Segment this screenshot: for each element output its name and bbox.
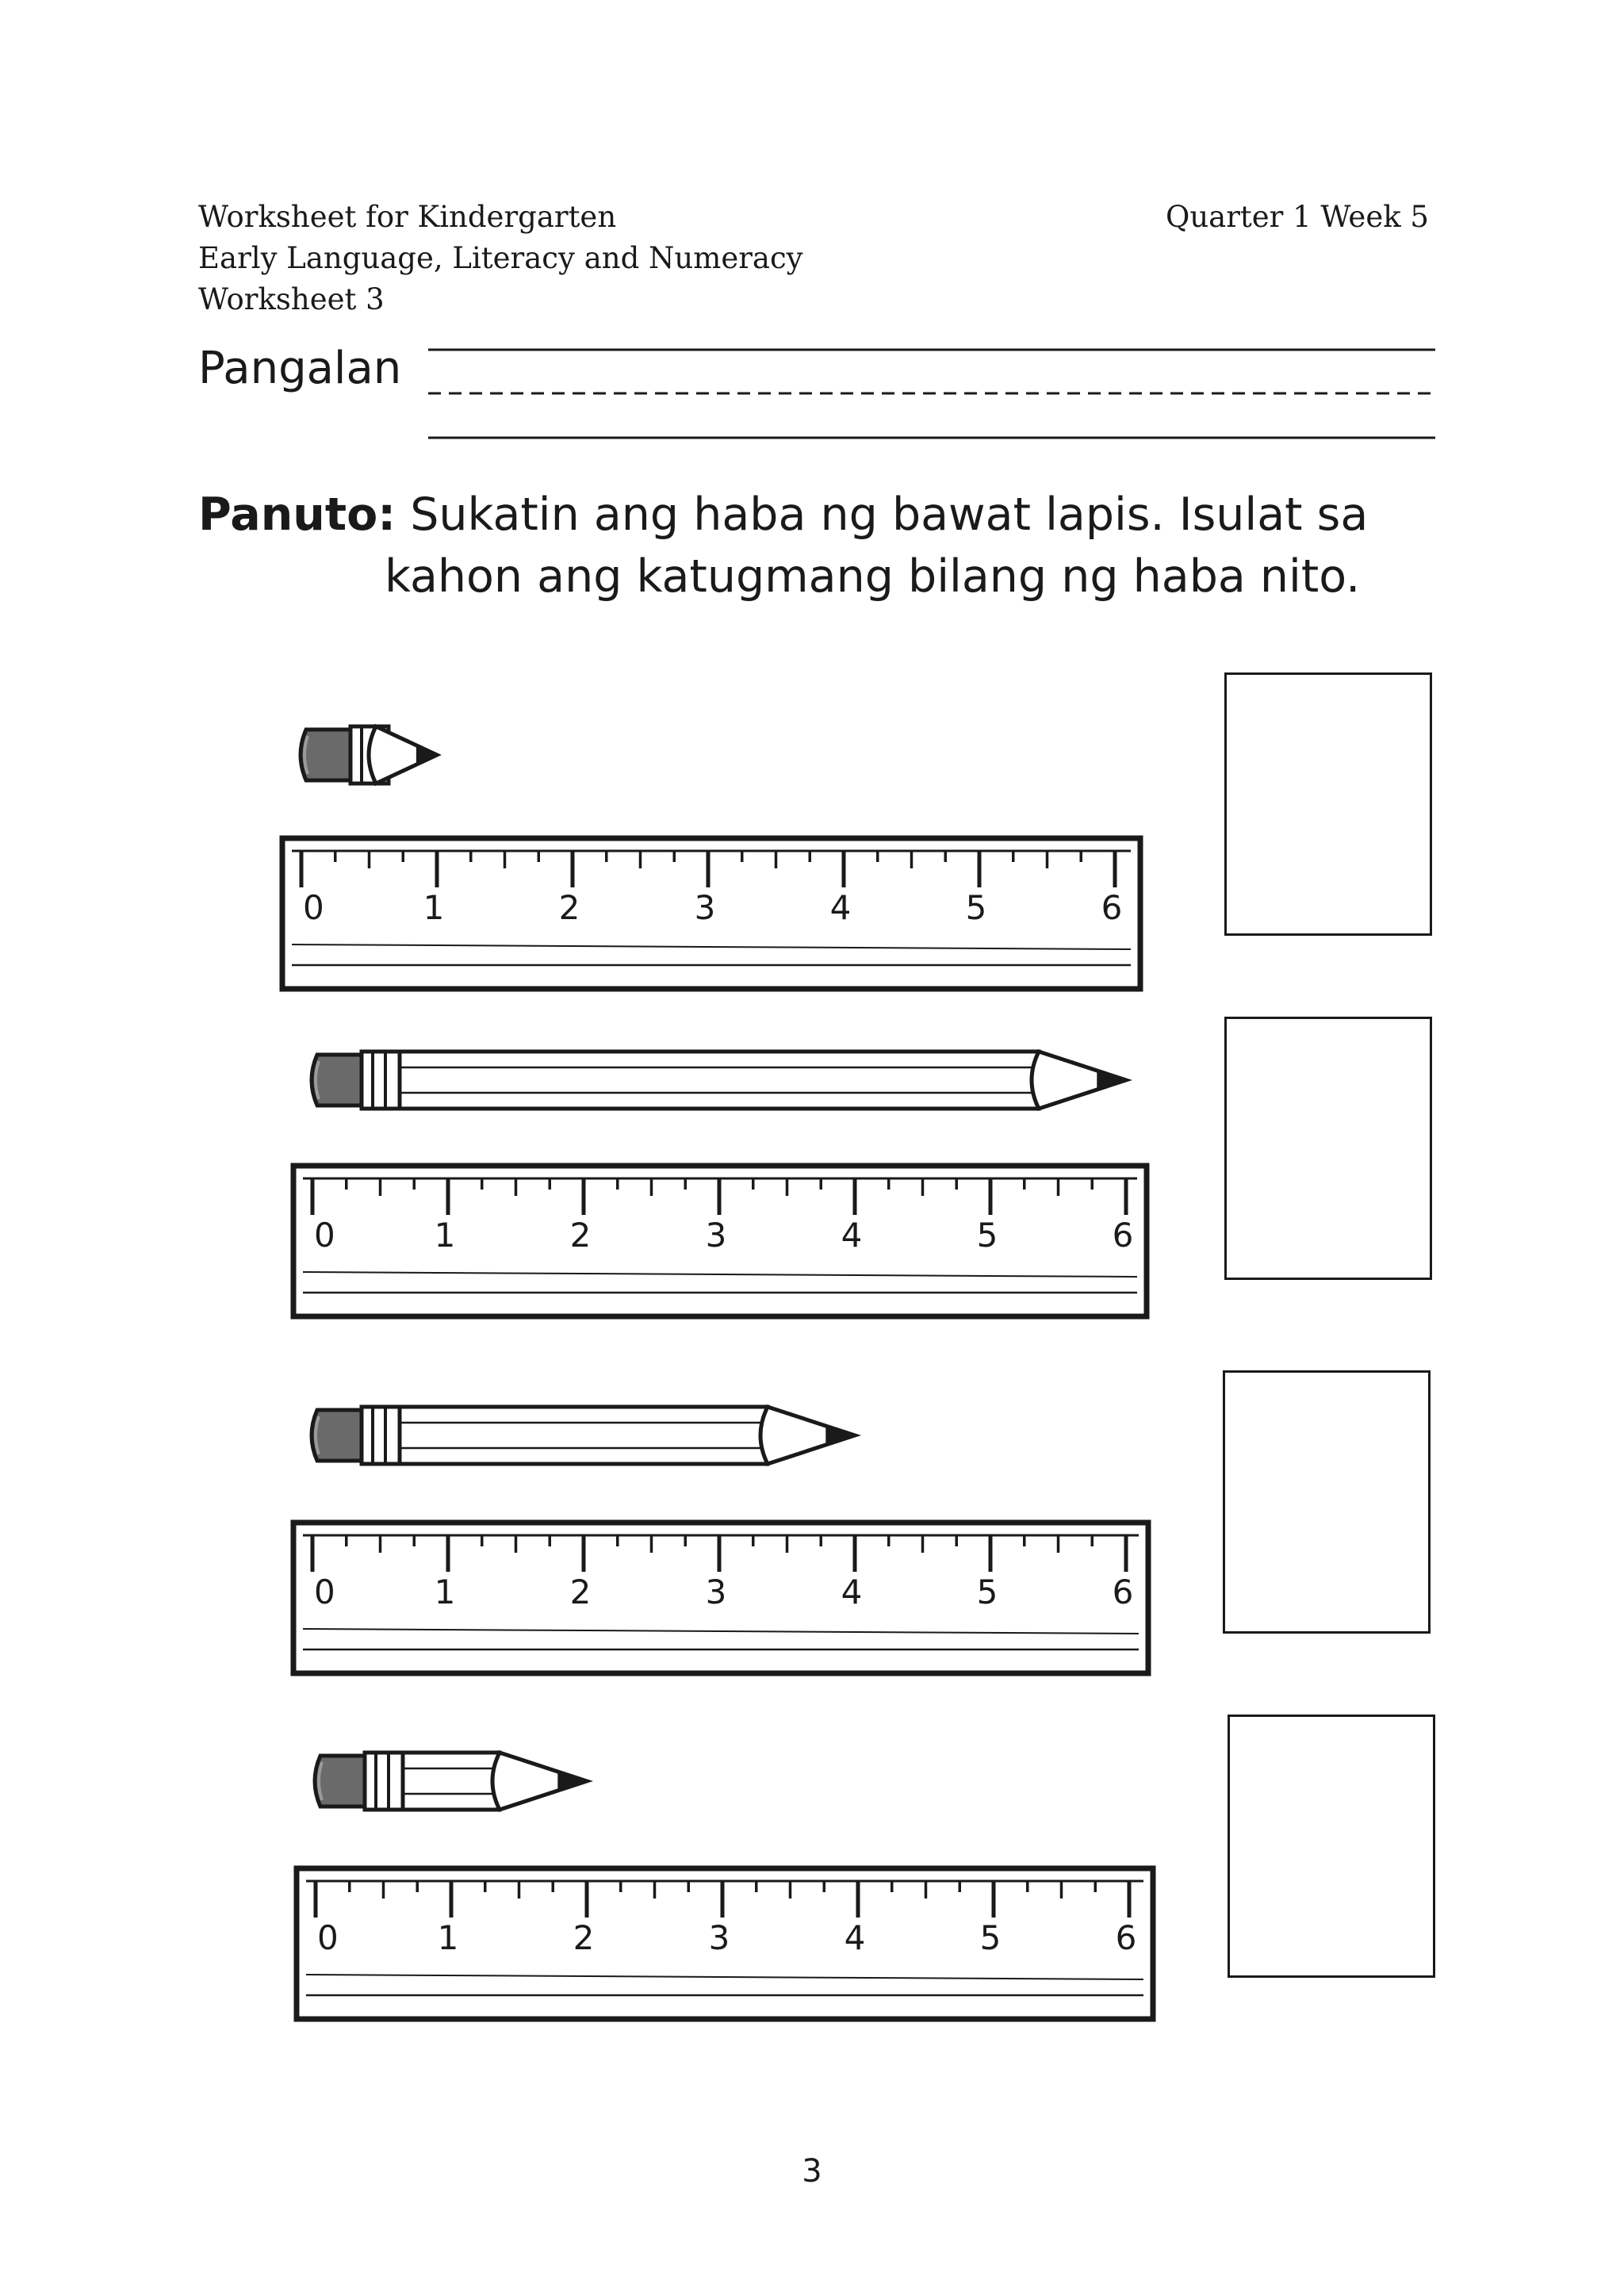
exercise-2: [293, 1052, 1147, 1316]
pencil-ferrule: [362, 1407, 400, 1464]
ruler-number: 0: [314, 1216, 335, 1255]
pencil-body: [403, 1753, 500, 1810]
pencil-icon: [315, 1753, 587, 1810]
ruler-number: 3: [705, 1573, 727, 1611]
ruler-number: 1: [434, 1573, 456, 1611]
pencil-icon: [312, 1407, 855, 1464]
pencil-body: [400, 1407, 768, 1464]
ruler-number: 3: [708, 1918, 730, 1957]
answer-box-4[interactable]: [1228, 1715, 1435, 1978]
pencil-ferrule: [365, 1753, 403, 1810]
ruler-icon: [282, 838, 1140, 989]
pencil-body: [400, 1052, 1039, 1109]
ruler-number: 4: [844, 1918, 866, 1957]
ruler-number: 1: [434, 1216, 456, 1255]
header-subject: Early Language, Literacy and Numeracy: [198, 241, 803, 275]
pencil-icon: [312, 1052, 1126, 1109]
ruler-icon: [297, 1868, 1153, 2019]
ruler-number: 0: [314, 1573, 335, 1611]
instructions-label: Panuto:: [198, 489, 396, 541]
ruler-number: 5: [965, 888, 987, 927]
ruler-number: 5: [976, 1216, 998, 1255]
ruler-number: 1: [437, 1918, 459, 1957]
ruler-number: 6: [1112, 1216, 1134, 1255]
answer-box-2[interactable]: [1224, 1017, 1432, 1280]
ruler-number: 6: [1115, 1918, 1137, 1957]
ruler-number: 3: [705, 1216, 727, 1255]
ruler-number: 4: [841, 1216, 863, 1255]
ruler-number: 2: [569, 1216, 592, 1255]
ruler-number: 2: [558, 888, 580, 927]
instructions-line-1: Sukatin ang haba ng bawat lapis. Isulat sa: [410, 489, 1369, 541]
ruler-icon: [293, 1523, 1148, 1673]
exercise-1: [282, 726, 1140, 989]
answer-box-1[interactable]: [1224, 672, 1432, 936]
ruler-number: 6: [1112, 1573, 1134, 1611]
header-worksheet-number: Worksheet 3: [198, 282, 385, 316]
pencil-icon: [301, 726, 437, 784]
ruler-number: 0: [317, 1918, 339, 1957]
instructions-line-2: kahon ang katugmang bilang ng haba nito.: [385, 550, 1361, 603]
exercise-3: [293, 1407, 1148, 1673]
ruler-number: 6: [1101, 888, 1123, 927]
answer-box-3[interactable]: [1223, 1370, 1431, 1634]
ruler-number: 4: [829, 888, 852, 927]
ruler-number: 2: [569, 1573, 592, 1611]
ruler-icon: [293, 1166, 1147, 1316]
ruler-number: 1: [423, 888, 445, 927]
header-grade: Worksheet for Kindergarten: [198, 200, 617, 234]
pencil-ferrule: [362, 1052, 400, 1109]
ruler-number: 5: [976, 1573, 998, 1611]
header-quarter-week: Quarter 1 Week 5: [1166, 200, 1429, 234]
ruler-number: 3: [694, 888, 716, 927]
ruler-number: 5: [979, 1918, 1002, 1957]
name-label: Pangalan: [198, 343, 402, 394]
ruler-number: 4: [841, 1573, 863, 1611]
page-number: 3: [802, 2153, 822, 2190]
ruler-number: 2: [573, 1918, 595, 1957]
exercise-4: [297, 1753, 1153, 2019]
ruler-number: 0: [303, 888, 324, 927]
